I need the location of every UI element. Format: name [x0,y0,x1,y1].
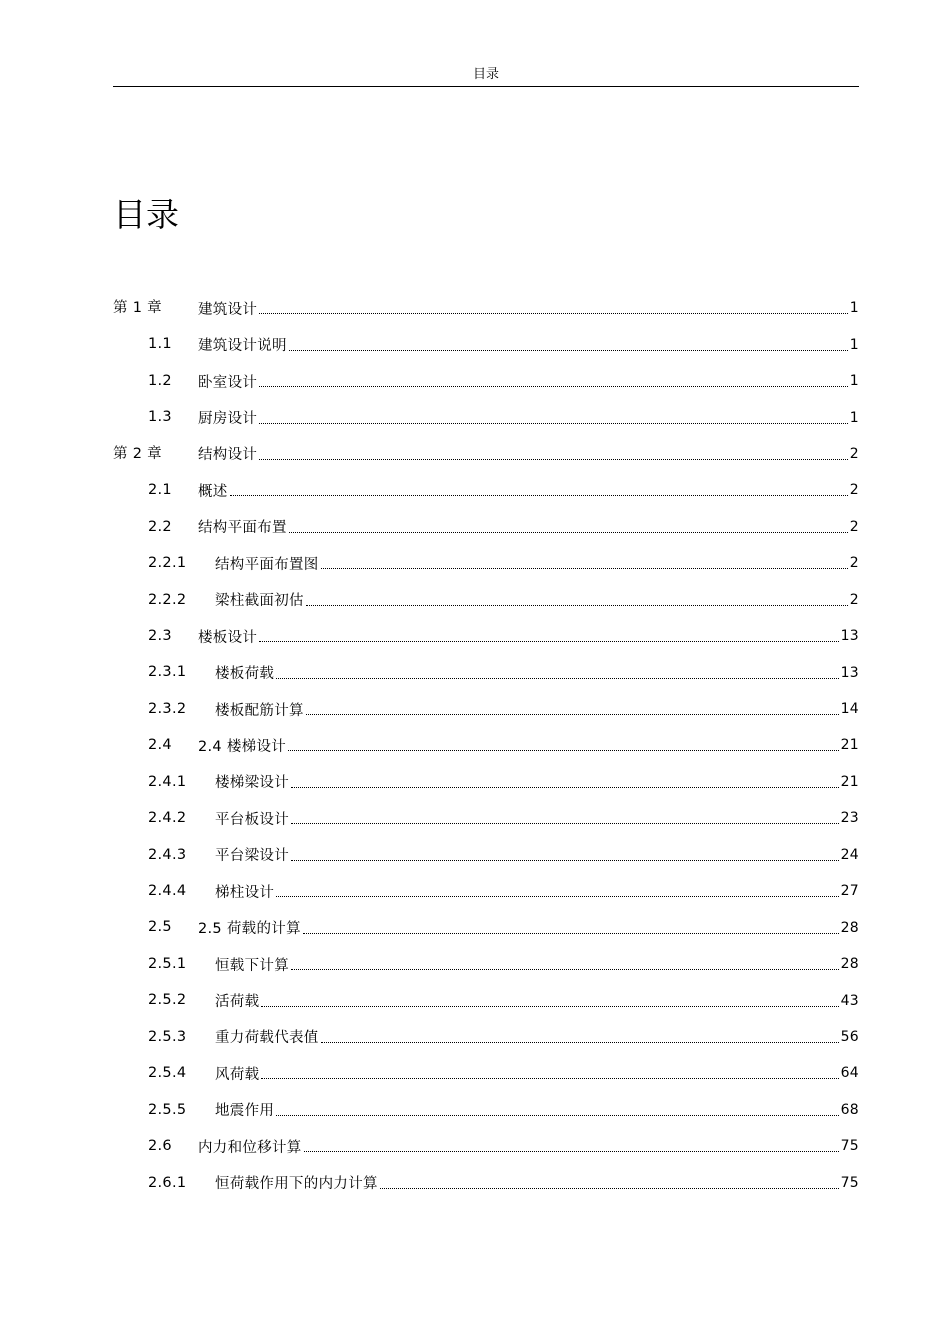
toc-entry-page-number: 2 [849,482,859,499]
toc-entry[interactable] [113,727,859,763]
toc-entry-number: 2.5 [148,919,172,936]
toc-entry-title[interactable]: 结构平面布置 [198,520,287,537]
toc-entry-title[interactable]: 平台板设计 [215,811,289,828]
toc-entry-title[interactable]: 建筑设计 [198,301,258,318]
toc-entry-page-number: 75 [840,1174,859,1191]
toc-entry-page-number: 1 [849,336,859,353]
toc-entry-number: 1.2 [148,372,172,389]
page-header [113,66,859,87]
toc-dot-leader [304,1150,839,1152]
toc-entry-number: 2.5.4 [148,1065,187,1082]
toc-entry-page-number: 21 [840,773,859,790]
toc-entry-number: 2.6 [148,1138,172,1155]
toc-entry-body [215,1055,859,1091]
toc-entry-page-number: 13 [840,628,859,645]
toc-entry[interactable] [113,436,859,472]
toc-entry-title[interactable]: 重力荷载代表值 [215,1030,319,1047]
toc-entry-number: 2.2 [148,518,172,535]
toc-entry-title[interactable]: 风荷载 [215,1066,260,1083]
toc-entry-body [215,1165,859,1201]
toc-entry-number: 1.3 [148,409,172,426]
toc-dot-leader [306,713,839,715]
toc-entry-body [215,654,859,690]
header-text: 目录 [472,67,499,82]
toc-entry-title[interactable]: 楼板荷载 [215,666,275,683]
toc-entry-title[interactable]: 建筑设计说明 [198,338,287,355]
toc-entry-number: 2.4 [148,737,172,754]
toc-entry-body [215,800,859,836]
toc-entry-page-number: 27 [840,883,859,900]
toc-entry-body [215,837,859,873]
toc-entry-title[interactable]: 内力和位移计算 [198,1139,302,1156]
toc-entry-body [215,1019,859,1055]
toc-entry-body [215,691,859,727]
toc-dot-leader [276,895,838,897]
toc-entry-page-number: 64 [840,1065,859,1082]
toc-entry-page-number: 1 [849,300,859,317]
toc-entry[interactable] [113,290,859,326]
toc-entry-title[interactable]: 结构平面布置图 [215,556,319,573]
toc-dot-leader [276,677,838,679]
toc-entry-body [198,290,859,326]
toc-entry-number: 2.6.1 [148,1174,187,1191]
toc-entry-number: 2.5.1 [148,955,187,972]
toc-entry-page-number: 2 [849,445,859,462]
toc-entry-title[interactable]: 梯柱设计 [215,884,275,901]
table-of-contents [113,290,859,1201]
toc-entry-title[interactable]: 楼板配筋计算 [215,702,304,719]
toc-entry-title[interactable]: 2.5 荷载的计算 [198,921,301,938]
toc-entry-title[interactable]: 地震作用 [215,1103,275,1120]
toc-entry-body [198,909,859,945]
toc-entry-number: 2.5.5 [148,1101,187,1118]
toc-entry-title[interactable]: 恒载下计算 [215,957,289,974]
toc-entry[interactable] [113,837,859,873]
toc-entry-title[interactable]: 梁柱截面初估 [215,593,304,610]
toc-entry-body [198,472,859,508]
toc-entry-title[interactable]: 恒荷载作用下的内力计算 [215,1176,378,1193]
toc-dot-leader [321,567,848,569]
toc-dot-leader [259,422,848,424]
toc-entry-body [198,436,859,472]
toc-entry-number: 2.5.2 [148,992,187,1009]
toc-entry[interactable] [113,873,859,909]
toc-entry-title[interactable]: 楼梯梁设计 [215,775,289,792]
toc-dot-leader [380,1187,839,1189]
toc-entry-body [198,399,859,435]
toc-entry[interactable] [113,399,859,435]
toc-entry-page-number: 28 [840,919,859,936]
toc-entry-title[interactable]: 厨房设计 [198,411,258,428]
toc-dot-leader [289,531,848,533]
toc-entry[interactable] [113,982,859,1018]
toc-entry-body [215,946,859,982]
toc-dot-leader [259,458,848,460]
toc-entry-number: 1.1 [148,336,172,353]
toc-entry-page-number: 1 [849,409,859,426]
toc-entry-number: 2.4.4 [148,883,187,899]
toc-entry[interactable] [113,509,859,545]
toc-entry-number: 2.3.1 [148,664,187,681]
toc-entry[interactable] [113,1128,859,1164]
toc-entry[interactable] [113,764,859,800]
toc-entry[interactable] [113,582,859,618]
toc-entry[interactable] [113,363,859,399]
toc-entry-page-number: 13 [840,664,859,681]
toc-dot-leader [259,312,848,314]
toc-entry-number: 2.3.2 [148,700,187,717]
toc-dot-leader [291,968,839,970]
toc-entry-page-number: 21 [840,737,859,754]
toc-entry-page-number: 14 [840,701,859,718]
toc-entry-title[interactable]: 概述 [198,483,228,500]
toc-entry-number: 2.4.1 [148,773,187,790]
toc-entry-page-number: 2 [849,591,859,608]
toc-entry-body [215,1092,859,1128]
toc-entry-title[interactable]: 平台梁设计 [215,848,289,865]
toc-entry-title[interactable]: 卧室设计 [198,374,258,391]
toc-dot-leader [261,1077,838,1079]
toc-entry-page-number: 75 [840,1138,859,1155]
toc-entry[interactable] [113,1055,859,1091]
toc-entry-page-number: 56 [840,1028,859,1045]
toc-entry-body [198,509,859,545]
toc-entry-number: 2.2.2 [148,591,187,608]
toc-dot-leader [276,1114,838,1116]
toc-dot-leader [259,640,838,642]
toc-entry[interactable] [113,1165,859,1201]
toc-dot-leader [303,932,839,934]
toc-entry[interactable] [113,326,859,362]
toc-entry-number: 2.5.3 [148,1028,187,1045]
toc-entry-number: 第 1 章 [113,300,162,316]
toc-dot-leader [261,1005,838,1007]
toc-entry[interactable] [113,691,859,727]
toc-dot-leader [259,385,848,387]
toc-entry-page-number: 68 [840,1101,859,1118]
toc-entry-body [198,326,859,362]
toc-entry-number: 2.4.2 [148,810,187,827]
toc-entry-page-number: 24 [840,846,859,863]
toc-dot-leader [291,786,839,788]
toc-entry[interactable] [113,545,859,581]
toc-entry-page-number: 1 [849,373,859,390]
toc-entry-number: 2.3 [148,627,172,644]
page-title: 目录 [113,195,179,234]
toc-entry-body [215,982,859,1018]
toc-entry-body [198,1128,859,1164]
toc-entry[interactable] [113,1019,859,1055]
toc-dot-leader [291,859,839,861]
toc-entry[interactable] [113,472,859,508]
toc-entry[interactable] [113,1092,859,1128]
toc-entry-body [198,363,859,399]
toc-entry[interactable] [113,800,859,836]
toc-entry[interactable] [113,946,859,982]
toc-entry-page-number: 23 [840,810,859,827]
toc-entry-page-number: 28 [840,956,859,973]
toc-dot-leader [288,749,839,751]
toc-dot-leader [289,349,848,351]
toc-dot-leader [230,494,848,496]
toc-entry-title[interactable]: 结构设计 [198,447,258,464]
toc-entry-number: 2.4.3 [148,846,187,863]
toc-entry-title[interactable]: 楼板设计 [198,629,258,646]
toc-dot-leader [306,604,848,606]
toc-entry-body [215,545,859,581]
toc-entry-body [215,873,859,909]
toc-entry-page-number: 2 [849,555,859,572]
toc-entry-title[interactable]: 2.4 楼梯设计 [198,738,287,755]
toc-entry-body [215,764,859,800]
toc-entry-title[interactable]: 活荷载 [215,994,260,1011]
toc-entry-page-number: 43 [840,992,859,1009]
toc-entry-body [215,582,859,618]
toc-entry-body [198,727,859,763]
toc-entry[interactable] [113,654,859,690]
toc-entry[interactable] [113,909,859,945]
toc-dot-leader [321,1041,839,1043]
toc-entry-body [198,618,859,654]
toc-dot-leader [291,822,839,824]
toc-entry[interactable] [113,618,859,654]
toc-entry-number: 第 2 章 [113,445,162,462]
toc-entry-number: 2.1 [148,482,172,499]
toc-entry-page-number: 2 [849,518,859,535]
toc-entry-number: 2.2.1 [148,555,187,572]
